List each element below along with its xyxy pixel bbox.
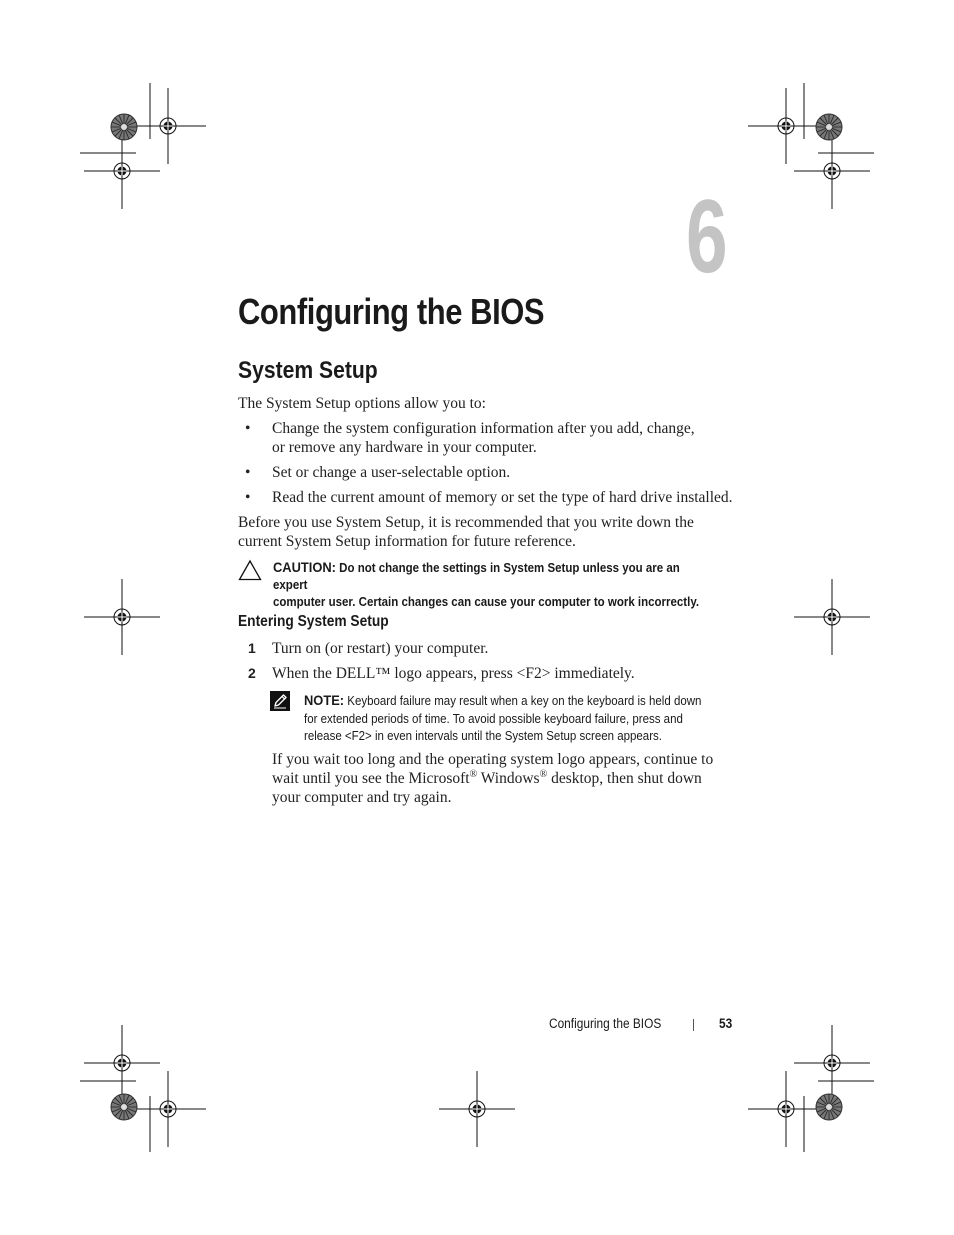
bullet-item-1-line-1: Change the system configuration information after you add, change, — [272, 420, 695, 437]
step-text: Turn on (or restart) your computer. — [272, 640, 489, 657]
step-number: 1 — [248, 640, 256, 656]
registered-mark: ® — [469, 768, 478, 780]
caution-text-line-1: Do not change the settings in System Setup unless you are an expert — [273, 561, 680, 592]
chapter-number: 6 — [686, 179, 727, 295]
subsection-title: Entering System Setup — [238, 613, 389, 630]
crop-mark-top-right — [748, 83, 874, 209]
registered-mark: ® — [539, 768, 548, 780]
crop-mark-bottom-left — [80, 1025, 206, 1152]
wait-paragraph-line-3: your computer and try again. — [272, 789, 452, 806]
crop-mark-bottom-right — [748, 1025, 874, 1152]
bullet-item-2: Set or change a user-selectable option. — [272, 464, 511, 481]
page-number: 53 — [719, 1016, 733, 1031]
chapter-title: Configuring the BIOS — [238, 291, 545, 332]
note-text-line-3: release <F2> in even intervals until the System Setup screen appears. — [304, 729, 662, 743]
crop-mark-bottom-center — [439, 1071, 515, 1147]
caution-text-line-2: computer user. Certain changes can cause your computer to work incorrectly. — [273, 595, 700, 609]
footer-divider — [693, 1019, 694, 1031]
step-text: When the DELL™ logo appears, press <F2> immediately. — [272, 665, 635, 682]
wait-text: wait until you see the Microsoft — [272, 770, 470, 787]
before-paragraph-line-2: current System Setup information for future reference. — [238, 533, 576, 550]
section-intro: The System Setup options allow you to: — [238, 395, 486, 412]
bullet-dot: • — [245, 420, 251, 437]
caution-label: CAUTION: — [273, 559, 336, 575]
wait-paragraph-line-1: If you wait too long and the operating system logo appears, continue to — [272, 751, 714, 768]
note-pencil-icon — [270, 691, 290, 711]
caution-triangle-icon — [238, 559, 262, 581]
crop-mark-middle-left — [84, 579, 160, 655]
wait-text: desktop, then shut down — [547, 770, 702, 787]
crop-mark-top-left — [80, 83, 206, 209]
bullet-item-1-line-2: or remove any hardware in your computer. — [272, 439, 537, 456]
wait-text: Windows — [477, 770, 540, 787]
footer-chapter-title: Configuring the BIOS — [549, 1016, 662, 1031]
caution-block — [273, 559, 705, 611]
section-title: System Setup — [238, 357, 378, 384]
wait-paragraph-line-2 — [272, 769, 702, 788]
crop-mark-middle-right — [794, 579, 870, 655]
note-label: NOTE: — [304, 692, 345, 708]
note-block — [304, 692, 736, 746]
bullet-dot: • — [245, 464, 251, 481]
step-number: 2 — [248, 665, 256, 681]
note-text-line-1: Keyboard failure may result when a key on the keyboard is held down — [347, 694, 702, 708]
bullet-item-3: Read the current amount of memory or set the type of hard drive installed. — [272, 489, 733, 506]
note-text-line-2: for extended periods of time. To avoid possible keyboard failure, press and — [304, 711, 683, 726]
bullet-dot: • — [245, 489, 251, 506]
before-paragraph-line-1: Before you use System Setup, it is recommended that you write down the — [238, 514, 694, 531]
